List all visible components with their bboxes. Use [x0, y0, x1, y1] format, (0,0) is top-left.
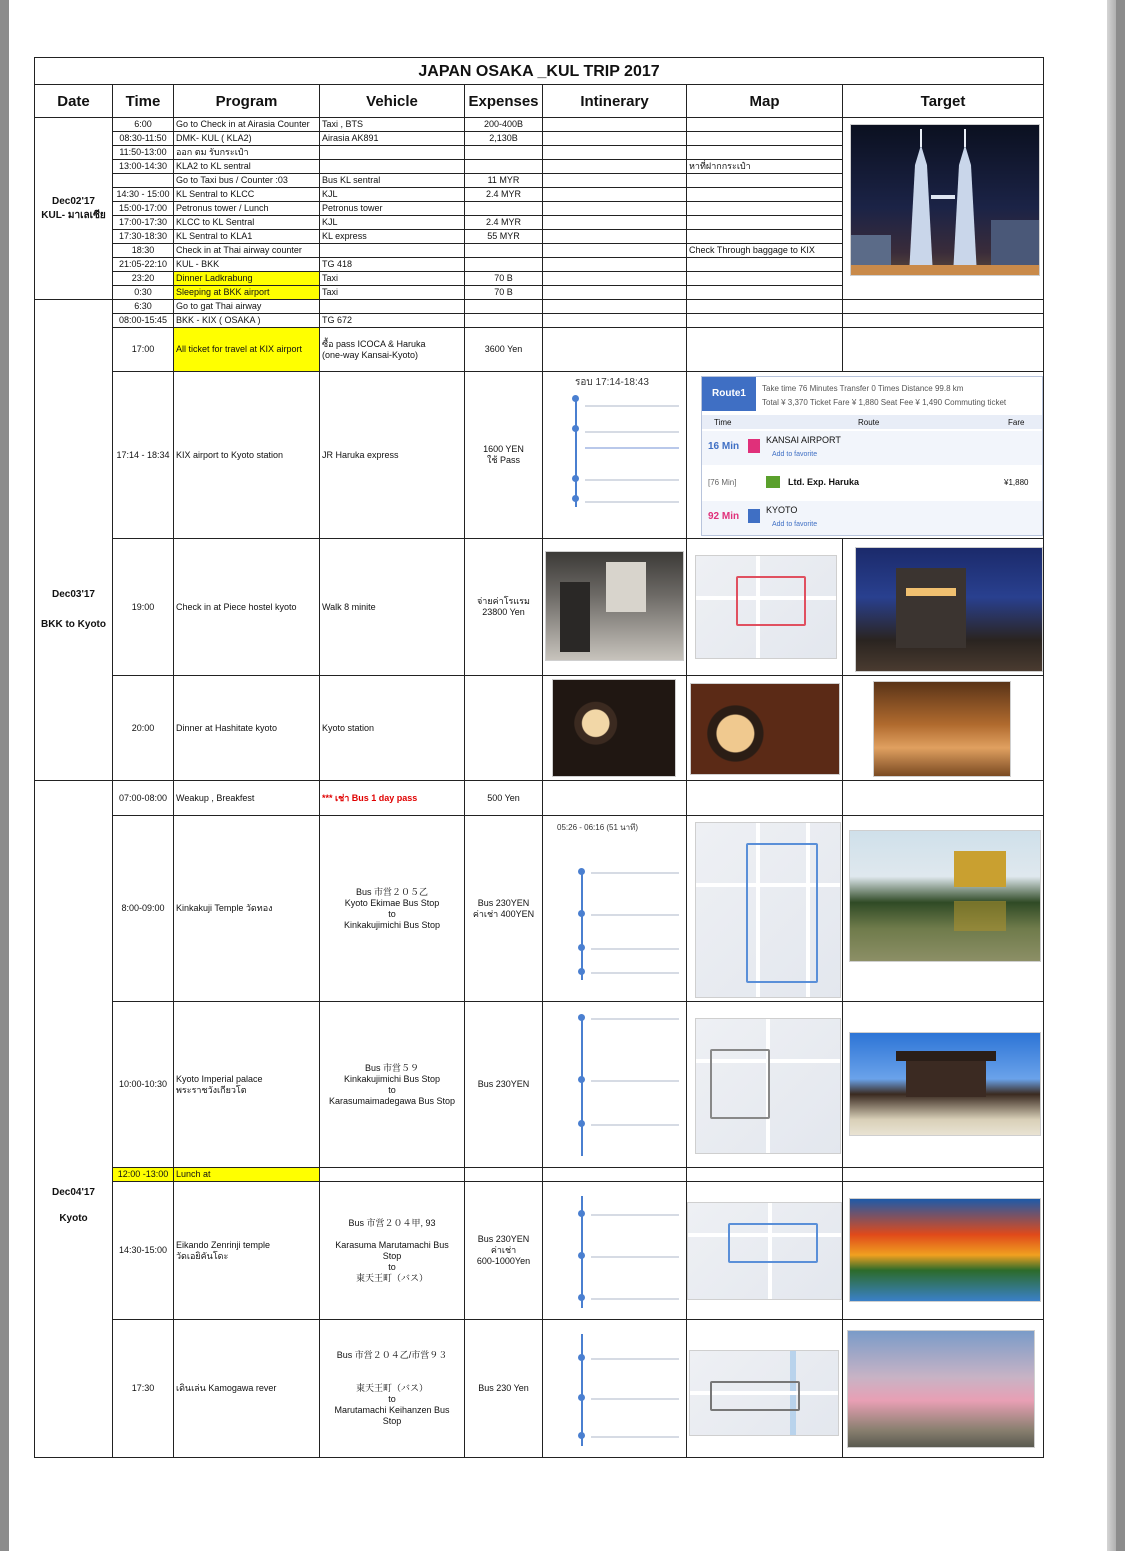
- target-cell: [843, 676, 1044, 781]
- time-cell: 17:00: [113, 328, 174, 372]
- station-name: KANSAI AIRPORT: [766, 435, 841, 445]
- vehicle-line: 東天王町（バス）: [355, 1272, 428, 1283]
- time-cell: 14:30 - 15:00: [113, 188, 174, 202]
- itinerary-cell: [543, 781, 687, 816]
- towers-icon: [851, 125, 1040, 276]
- program-cell: KL Sentral to KLCC: [174, 188, 320, 202]
- expenses-line: ค่าเช่า: [490, 1245, 517, 1255]
- itinerary-cell: [543, 286, 687, 300]
- vehicle-line: ซื้อ pass ICOCA & Haruka: [322, 338, 426, 349]
- line-duration: [76 Min]: [708, 478, 737, 487]
- program-cell: KIX airport to Kyoto station: [174, 372, 320, 539]
- itinerary-cell: [543, 1182, 687, 1320]
- station-favorite-link[interactable]: Add to favorite: [772, 451, 818, 458]
- expenses-cell: [465, 146, 543, 160]
- route-table-header: [702, 415, 1043, 429]
- itinerary-cell: [543, 300, 687, 314]
- itinerary-cell: [543, 202, 687, 216]
- expenses-line: Bus 230YEN: [477, 897, 530, 908]
- date-label: Dec03'17: [52, 589, 95, 600]
- itinerary-caption: รอบ 17:14-18:43: [575, 377, 649, 388]
- palace-gate: [906, 1057, 986, 1097]
- itinerary-cell: [543, 328, 687, 372]
- vehicle-cell: [320, 1320, 465, 1458]
- header-vehicle: Vehicle: [320, 85, 465, 118]
- map-cell: [687, 781, 843, 816]
- vehicle-line: Bus 市営５９: [364, 1062, 419, 1073]
- expenses-cell: 2.4 MYR: [465, 216, 543, 230]
- expenses-cell: Bus 230 Yen: [465, 1320, 543, 1458]
- dinner-photo: [552, 679, 676, 777]
- program-cell: [174, 1182, 320, 1320]
- expenses-cell: 2,130B: [465, 132, 543, 146]
- palace-roof: [896, 1051, 996, 1061]
- map-cell: [687, 146, 843, 160]
- vehicle-line: to: [388, 1394, 396, 1404]
- vehicle-cell: KL express: [320, 230, 465, 244]
- map-cell: [687, 816, 843, 1002]
- vehicle-cell: [320, 816, 465, 1002]
- header-program: Program: [174, 85, 320, 118]
- table-row: [35, 539, 1044, 676]
- kinkakuji-photo: [849, 830, 1041, 962]
- itinerary-cell: [543, 816, 687, 1002]
- map-cell: [687, 676, 843, 781]
- time-cell: 17:00-17:30: [113, 216, 174, 230]
- header-date: Date: [35, 85, 113, 118]
- bus-itinerary-screenshot: [551, 1324, 683, 1454]
- program-cell: ออก ตม รับกระเป๋า: [174, 146, 320, 160]
- vehicle-cell: [320, 244, 465, 258]
- vehicle-cell: Walk 8 minite: [320, 539, 465, 676]
- eikando-map: [687, 1202, 842, 1300]
- vehicle-cell: JR Haruka express: [320, 372, 465, 539]
- itinerary-caption: 05:26 - 06:16 (51 นาที): [557, 823, 639, 832]
- eikando-autumn-photo: [849, 1198, 1041, 1302]
- itinerary-cell: [543, 676, 687, 781]
- petronas-towers-photo: [850, 124, 1040, 276]
- itinerary-cell: [543, 244, 687, 258]
- table-row: [35, 118, 1044, 132]
- program-cell: Weakup , Breakfest: [174, 781, 320, 816]
- expenses-line: 1600 YEN: [483, 444, 524, 454]
- expenses-cell: 3600 Yen: [465, 328, 543, 372]
- map-cell: [687, 188, 843, 202]
- imperial-palace-photo: [849, 1032, 1041, 1136]
- program-cell: KUL - BKK: [174, 258, 320, 272]
- station-row: [702, 501, 1043, 535]
- vehicle-cell: [320, 1002, 465, 1168]
- time-cell: 8:00-09:00: [113, 816, 174, 1002]
- expenses-cell: [465, 244, 543, 258]
- expenses-cell: 200-400B: [465, 118, 543, 132]
- program-cell-highlighted: Lunch at: [174, 1168, 320, 1182]
- vehicle-line: to: [388, 1261, 396, 1272]
- time-cell: 17:30: [113, 1320, 174, 1458]
- vehicle-line: Stop: [382, 1416, 402, 1426]
- vehicle-cell: KJL: [320, 216, 465, 230]
- itinerary-cell: [543, 118, 687, 132]
- table-row: [35, 1168, 1044, 1182]
- expenses-line: 600-1000Yen: [476, 1256, 531, 1266]
- target-cell: [843, 300, 1044, 314]
- map-cell: [687, 539, 843, 676]
- map-cell: [687, 314, 843, 328]
- vehicle-line: Stop: [382, 1250, 402, 1261]
- station-min: 92 Min: [708, 511, 740, 522]
- target-cell: [843, 1168, 1044, 1182]
- target-cell: [843, 816, 1044, 1002]
- train-icon: [766, 476, 780, 488]
- col-fare: Fare: [1008, 418, 1025, 427]
- time-cell: 0:30: [113, 286, 174, 300]
- program-cell: KLCC to KL Sentral: [174, 216, 320, 230]
- program-cell: Kinkakuji Temple วัดทอง: [174, 816, 320, 1002]
- golden-pavilion: [954, 851, 1006, 887]
- page-edge-shadow: [1107, 0, 1116, 1551]
- col-time: Time: [714, 418, 732, 427]
- expenses-cell: 70 B: [465, 286, 543, 300]
- itinerary-cell: [543, 372, 687, 539]
- time-cell: 14:30-15:00: [113, 1182, 174, 1320]
- date-sublabel: Kyoto: [59, 1213, 88, 1224]
- building: [896, 568, 966, 648]
- expenses-line: ใช้ Pass: [486, 455, 520, 465]
- expenses-line: 23800 Yen: [482, 607, 525, 617]
- itinerary-cell: [543, 258, 687, 272]
- map-cell: [687, 118, 843, 132]
- reflection: [954, 901, 1006, 931]
- itinerary-cell: [543, 314, 687, 328]
- program-cell: Check in at Piece hostel kyoto: [174, 539, 320, 676]
- date-sublabel: BKK to Kyoto: [41, 619, 106, 630]
- target-cell-petronas: [843, 118, 1044, 300]
- kamogawa-map: [689, 1350, 839, 1436]
- vehicle-line: Karasumaimadegawa Bus Stop: [328, 1095, 456, 1106]
- target-cell: [843, 314, 1044, 328]
- map-cell: [687, 216, 843, 230]
- expenses-cell: 500 Yen: [465, 781, 543, 816]
- time-cell-highlighted: 12:00 -13:00: [113, 1168, 174, 1182]
- expenses-line: ค่าเช่า 400YEN: [472, 908, 535, 919]
- table-row: [35, 1182, 1044, 1320]
- table-row: [35, 314, 1044, 328]
- route-search-screenshot: [701, 376, 1043, 536]
- header-target: Target: [843, 85, 1044, 118]
- vehicle-cell: Taxi: [320, 272, 465, 286]
- vehicle-line: to: [388, 908, 396, 919]
- target-cell: [843, 1320, 1044, 1458]
- spreadsheet-page: [9, 0, 1116, 1551]
- lit-window: [906, 588, 956, 596]
- itinerary-cell: [543, 216, 687, 230]
- program-cell-highlighted: Sleeping at BKK airport: [174, 286, 320, 300]
- bunk-bed: [560, 582, 590, 652]
- header-time: Time: [113, 85, 174, 118]
- vehicle-line: Bus 市営２０４甲, 93: [348, 1217, 436, 1228]
- vehicle-line: Bus 市営２０５乙: [355, 886, 428, 897]
- map-cell: [687, 1002, 843, 1168]
- program-cell: Go to Taxi bus / Counter :03: [174, 174, 320, 188]
- vehicle-cell: [320, 1168, 465, 1182]
- expenses-cell: [465, 676, 543, 781]
- route-total: Total ¥ 3,370 Ticket Fare ¥ 1,880 Seat Fee ¥ 1,490 Commuting ticket: [762, 398, 1007, 407]
- header-itinerary: Intinerary: [543, 85, 687, 118]
- station-icon: [748, 509, 760, 523]
- table-row: [35, 676, 1044, 781]
- expenses-cell: [465, 160, 543, 174]
- expenses-cell: 11 MYR: [465, 174, 543, 188]
- date-cell-day1: [35, 118, 113, 300]
- map-cell: [687, 286, 843, 300]
- vehicle-cell: Bus KL sentral: [320, 174, 465, 188]
- time-cell: [113, 174, 174, 188]
- time-cell: 19:00: [113, 539, 174, 676]
- date-label: Dec04'17: [52, 1187, 95, 1198]
- map-cell: [687, 1168, 843, 1182]
- bus-itinerary-screenshot: [551, 820, 683, 996]
- time-cell: 21:05-22:10: [113, 258, 174, 272]
- line-name: Ltd. Exp. Haruka: [788, 477, 860, 487]
- hostel-room-photo: [545, 551, 684, 661]
- itinerary-cell: [543, 1002, 687, 1168]
- program-cell: DMK- KUL ( KLA2): [174, 132, 320, 146]
- station-row: [702, 431, 1043, 465]
- hostel-map: [695, 555, 837, 659]
- expenses-line: Bus 230YEN: [477, 1234, 530, 1244]
- table-row: [35, 1320, 1044, 1458]
- vehicle-cell-red: *** เช่า Bus 1 day pass: [320, 781, 465, 816]
- bus-itinerary-screenshot: [551, 1186, 683, 1316]
- table-row: [35, 781, 1044, 816]
- time-cell: 15:00-17:00: [113, 202, 174, 216]
- map-cell: [687, 300, 843, 314]
- program-cell: KLA2 to KL sentral: [174, 160, 320, 174]
- program-cell: BKK - KIX ( OSAKA ): [174, 314, 320, 328]
- target-cell: [843, 1182, 1044, 1320]
- map-cell: [687, 272, 843, 286]
- dinner-set-photo: [690, 683, 840, 775]
- program-cell: Go to Check in at Airasia Counter: [174, 118, 320, 132]
- expenses-cell: 55 MYR: [465, 230, 543, 244]
- vehicle-line: to: [388, 1084, 396, 1095]
- program-cell: Go to gat Thai airway: [174, 300, 320, 314]
- itinerary-cell: [543, 146, 687, 160]
- map-cell: หาที่ฝากกระเป๋า: [687, 160, 843, 174]
- itinerary-cell: [543, 272, 687, 286]
- vehicle-cell: Taxi , BTS: [320, 118, 465, 132]
- restaurant-photo: [873, 681, 1011, 777]
- time-cell: 10:00-10:30: [113, 1002, 174, 1168]
- target-cell: [843, 539, 1044, 676]
- vehicle-cell: Petronus tower: [320, 202, 465, 216]
- map-cell: [687, 258, 843, 272]
- route-label: Route1: [702, 377, 756, 411]
- kamogawa-river-photo: [847, 1330, 1035, 1448]
- date-cell-day2: [35, 300, 113, 781]
- time-cell: 11:50-13:00: [113, 146, 174, 160]
- table-row: [35, 328, 1044, 372]
- program-cell-highlighted: Dinner Ladkrabung: [174, 272, 320, 286]
- vehicle-cell: TG 672: [320, 314, 465, 328]
- time-cell: 18:30: [113, 244, 174, 258]
- expenses-cell: [465, 539, 543, 676]
- date-label: Dec02'17: [52, 195, 95, 207]
- target-cell: [843, 781, 1044, 816]
- hostel-exterior-photo: [855, 547, 1043, 672]
- itinerary-cell: [543, 1168, 687, 1182]
- table-row: [35, 1002, 1044, 1168]
- time-cell: 17:30-18:30: [113, 230, 174, 244]
- vehicle-cell: [320, 160, 465, 174]
- vehicle-line: Kinkakujimichi Bus Stop: [343, 1073, 441, 1084]
- vehicle-cell: [320, 328, 465, 372]
- map-cell: [687, 132, 843, 146]
- expenses-cell: 70 B: [465, 272, 543, 286]
- date-cell-day3: [35, 781, 113, 1458]
- map-cell: [687, 328, 843, 372]
- expenses-cell: 2.4 MYR: [465, 188, 543, 202]
- station-name: KYOTO: [766, 505, 798, 515]
- map-cell: [687, 174, 843, 188]
- time-cell: 20:00: [113, 676, 174, 781]
- vehicle-line: Kyoto Ekimae Bus Stop: [344, 897, 440, 908]
- expenses-cell: Bus 230YEN: [465, 1002, 543, 1168]
- header-expenses: Expenses: [465, 85, 543, 118]
- itinerary-cell: [543, 132, 687, 146]
- time-cell: 13:00-14:30: [113, 160, 174, 174]
- vehicle-cell: Taxi: [320, 286, 465, 300]
- kinkakuji-map: [695, 822, 841, 998]
- page-title: JAPAN OSAKA _KUL TRIP 2017: [35, 58, 1044, 85]
- program-cell-highlighted: All ticket for travel at KIX airport: [174, 328, 320, 372]
- map-cell: [687, 1182, 843, 1320]
- col-route: Route: [858, 418, 880, 427]
- program-cell: เดินเล่น Kamogawa rever: [174, 1320, 320, 1458]
- itinerary-cell: [543, 160, 687, 174]
- header-row: [35, 85, 1044, 118]
- map-cell: Check Through baggage to KIX: [687, 244, 843, 258]
- program-line: วัดเอยิคันโดะ: [176, 1250, 229, 1261]
- line-row: [702, 467, 1043, 499]
- vehicle-line: Karasuma Marutamachi Bus: [335, 1239, 449, 1250]
- vehicle-line: 東天王町（バス）: [355, 1383, 428, 1393]
- bus-itinerary-screenshot: [551, 1006, 683, 1162]
- target-cell: [843, 1002, 1044, 1168]
- program-line: Kyoto Imperial palace: [176, 1073, 263, 1084]
- vehicle-line: Bus 市営２０４乙/市営９３: [336, 1350, 448, 1360]
- expenses-cell: [465, 1168, 543, 1182]
- header-map: Map: [687, 85, 843, 118]
- trip-table: [34, 57, 1044, 1458]
- vehicle-cell: Kyoto station: [320, 676, 465, 781]
- program-cell: Check in at Thai airway counter: [174, 244, 320, 258]
- time-cell: 07:00-08:00: [113, 781, 174, 816]
- map-cell: [687, 1320, 843, 1458]
- program-cell: Dinner at Hashitate kyoto: [174, 676, 320, 781]
- itinerary-cell: [543, 230, 687, 244]
- time-cell: 08:00-15:45: [113, 314, 174, 328]
- expenses-cell: [465, 258, 543, 272]
- program-cell: KL Sentral to KLA1: [174, 230, 320, 244]
- window: [606, 562, 646, 612]
- time-cell: 08:30-11:50: [113, 132, 174, 146]
- station-favorite-link[interactable]: Add to favorite: [772, 521, 818, 528]
- map-cell: [687, 230, 843, 244]
- expenses-cell: [465, 300, 543, 314]
- time-cell: 6:00: [113, 118, 174, 132]
- time-cell: 6:30: [113, 300, 174, 314]
- itinerary-cell: [543, 1320, 687, 1458]
- table-row: [35, 816, 1044, 1002]
- map-cell: [687, 202, 843, 216]
- vehicle-cell: [320, 1182, 465, 1320]
- table-row: [35, 372, 1044, 539]
- vehicle-cell: TG 418: [320, 258, 465, 272]
- expenses-cell: [465, 202, 543, 216]
- itinerary-cell: [543, 174, 687, 188]
- vehicle-line: (one-way Kansai-Kyoto): [322, 349, 419, 360]
- vehicle-cell: KJL: [320, 188, 465, 202]
- expenses-cell: [465, 816, 543, 1002]
- vehicle-cell: Airasia AK891: [320, 132, 465, 146]
- program-line: พระราชวังเกียวโต: [176, 1084, 247, 1095]
- itinerary-cell: [543, 188, 687, 202]
- expenses-cell: [465, 314, 543, 328]
- expenses-cell: [465, 372, 543, 539]
- expenses-cell: [465, 1182, 543, 1320]
- line-fare: ¥1,880: [1004, 478, 1029, 487]
- station-icon: [748, 439, 760, 453]
- program-cell: Petronus tower / Lunch: [174, 202, 320, 216]
- program-cell: [174, 1002, 320, 1168]
- table-row: [35, 300, 1044, 314]
- station-min: 16 Min: [708, 441, 740, 452]
- itinerary-cell: [543, 539, 687, 676]
- time-cell: 17:14 - 18:34: [113, 372, 174, 539]
- vehicle-cell: [320, 146, 465, 160]
- imperial-palace-map: [695, 1018, 841, 1154]
- program-line: Eikando Zenrinji temple: [176, 1239, 271, 1250]
- route-cell: [687, 372, 1044, 539]
- target-cell: [843, 328, 1044, 372]
- vehicle-line: Kinkakujimichi Bus Stop: [343, 919, 441, 930]
- date-sublabel: KUL- มาเลเซีย: [41, 209, 106, 221]
- expenses-line: จ่ายค่าโรแรม: [477, 596, 530, 606]
- route-summary: Take time 76 Minutes Transfer 0 Times Distance 99.8 km: [762, 384, 964, 393]
- vehicle-cell: [320, 300, 465, 314]
- time-cell: 23:20: [113, 272, 174, 286]
- itinerary-screenshot: [545, 375, 683, 533]
- vehicle-line: Marutamachi Keihanzen Bus: [334, 1405, 450, 1415]
